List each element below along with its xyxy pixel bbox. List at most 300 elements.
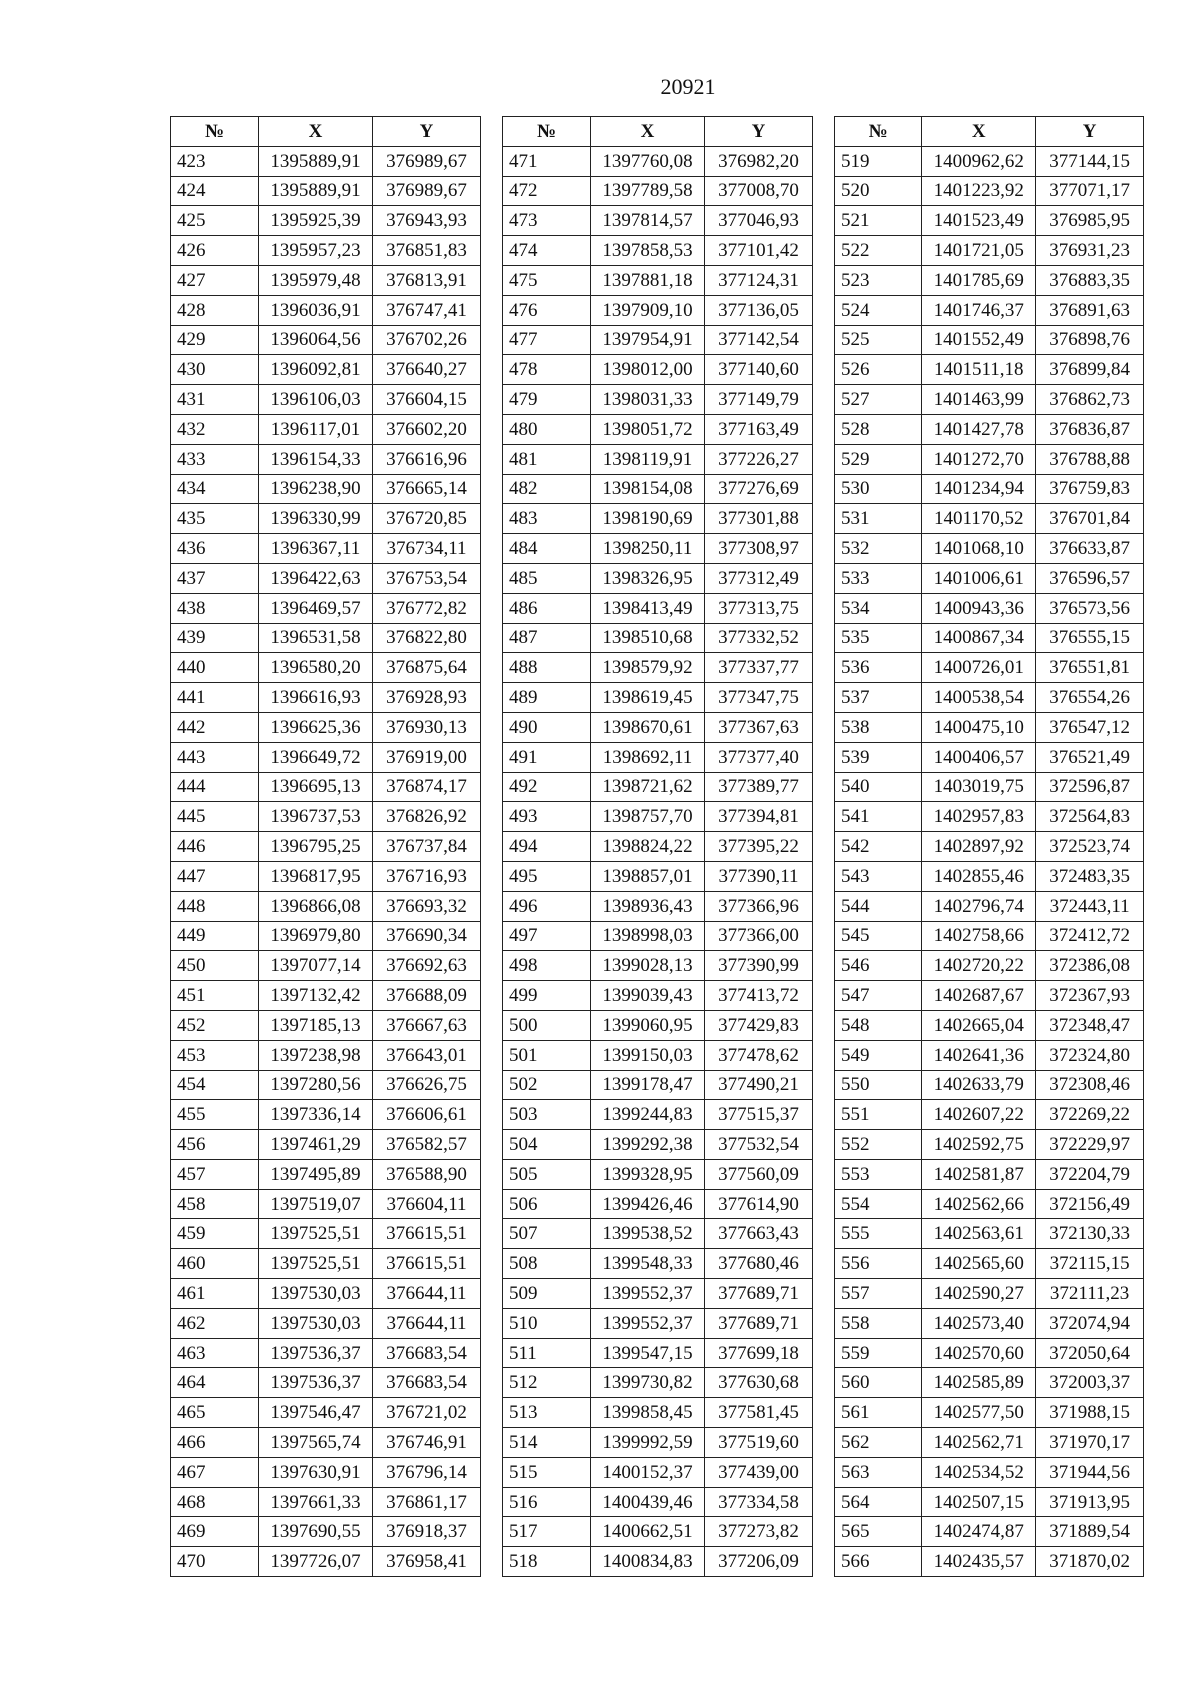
cell-number: 519 <box>835 146 922 176</box>
cell-y: 376826,92 <box>373 802 481 832</box>
cell-x: 1397461,29 <box>259 1130 373 1160</box>
cell-x: 1401552,49 <box>922 325 1036 355</box>
cell-y: 377334,58 <box>705 1487 813 1517</box>
cell-number: 468 <box>171 1487 259 1517</box>
table-row <box>503 563 813 593</box>
cell-number: 478 <box>503 355 591 385</box>
cell-x: 1401006,61 <box>922 563 1036 593</box>
table-row <box>835 1070 1144 1100</box>
cell-number: 537 <box>835 683 922 713</box>
cell-y: 377478,62 <box>705 1040 813 1070</box>
cell-y: 377313,75 <box>705 593 813 623</box>
cell-x: 1398936,43 <box>591 891 705 921</box>
cell-x: 1397525,51 <box>259 1219 373 1249</box>
cell-x: 1402562,66 <box>922 1189 1036 1219</box>
table-row <box>171 802 481 832</box>
header-number: № <box>171 117 259 147</box>
cell-x: 1400538,54 <box>922 683 1036 713</box>
table-row <box>835 951 1144 981</box>
cell-y: 376898,76 <box>1036 325 1144 355</box>
cell-x: 1402435,57 <box>922 1547 1036 1577</box>
table-row <box>835 1249 1144 1279</box>
cell-x: 1397336,14 <box>259 1100 373 1130</box>
cell-x: 1397881,18 <box>591 265 705 295</box>
cell-x: 1401234,94 <box>922 474 1036 504</box>
cell-y: 376554,26 <box>1036 683 1144 713</box>
cell-x: 1398670,61 <box>591 712 705 742</box>
cell-number: 529 <box>835 444 922 474</box>
table-row <box>835 742 1144 772</box>
cell-x: 1399060,95 <box>591 1010 705 1040</box>
table-row <box>503 325 813 355</box>
cell-x: 1399552,37 <box>591 1308 705 1338</box>
cell-y: 372074,94 <box>1036 1308 1144 1338</box>
cell-x: 1399328,95 <box>591 1159 705 1189</box>
cell-number: 547 <box>835 981 922 1011</box>
cell-number: 423 <box>171 146 259 176</box>
table-row <box>835 1308 1144 1338</box>
cell-x: 1402585,89 <box>922 1368 1036 1398</box>
cell-y: 372115,15 <box>1036 1249 1144 1279</box>
cell-x: 1402855,46 <box>922 861 1036 891</box>
cell-y: 377389,77 <box>705 772 813 802</box>
cell-number: 477 <box>503 325 591 355</box>
table-row <box>171 861 481 891</box>
cell-number: 452 <box>171 1010 259 1040</box>
table-row <box>835 772 1144 802</box>
cell-number: 446 <box>171 832 259 862</box>
cell-number: 496 <box>503 891 591 921</box>
cell-y: 372348,47 <box>1036 1010 1144 1040</box>
table-row <box>835 534 1144 564</box>
cell-number: 467 <box>171 1457 259 1487</box>
cell-x: 1398721,62 <box>591 772 705 802</box>
cell-number: 506 <box>503 1189 591 1219</box>
coordinate-table-3 <box>834 116 1144 1577</box>
cell-y: 377140,60 <box>705 355 813 385</box>
table-row <box>503 1457 813 1487</box>
cell-number: 440 <box>171 653 259 683</box>
table-row <box>503 593 813 623</box>
table-row <box>835 1010 1144 1040</box>
table-row <box>835 1159 1144 1189</box>
cell-number: 448 <box>171 891 259 921</box>
cell-number: 564 <box>835 1487 922 1517</box>
table-row <box>835 1368 1144 1398</box>
cell-number: 494 <box>503 832 591 862</box>
cell-y: 376930,13 <box>373 712 481 742</box>
table-row <box>835 385 1144 415</box>
cell-x: 1400834,83 <box>591 1547 705 1577</box>
cell-x: 1402796,74 <box>922 891 1036 921</box>
cell-number: 540 <box>835 772 922 802</box>
cell-number: 442 <box>171 712 259 742</box>
cell-number: 457 <box>171 1159 259 1189</box>
table-row <box>171 921 481 951</box>
table-row <box>171 1100 481 1130</box>
cell-number: 466 <box>171 1428 259 1458</box>
cell-y: 376720,85 <box>373 504 481 534</box>
table-row <box>503 206 813 236</box>
cell-y: 377519,60 <box>705 1428 813 1458</box>
cell-x: 1397495,89 <box>259 1159 373 1189</box>
table-row <box>503 176 813 206</box>
table-row <box>503 683 813 713</box>
cell-y: 376547,12 <box>1036 712 1144 742</box>
cell-y: 377429,83 <box>705 1010 813 1040</box>
cell-y: 376667,63 <box>373 1010 481 1040</box>
table-row <box>835 802 1144 832</box>
table-row <box>503 355 813 385</box>
table-row <box>503 832 813 862</box>
table-row <box>503 742 813 772</box>
cell-y: 376683,54 <box>373 1368 481 1398</box>
table-row <box>835 981 1144 1011</box>
table-row <box>171 1487 481 1517</box>
cell-number: 553 <box>835 1159 922 1189</box>
cell-y: 377142,54 <box>705 325 813 355</box>
cell-number: 483 <box>503 504 591 534</box>
cell-number: 439 <box>171 623 259 653</box>
table-row <box>835 563 1144 593</box>
cell-y: 377680,46 <box>705 1249 813 1279</box>
table-row <box>171 1517 481 1547</box>
cell-y: 376851,83 <box>373 236 481 266</box>
cell-x: 1399552,37 <box>591 1279 705 1309</box>
cell-x: 1399244,83 <box>591 1100 705 1130</box>
cell-y: 376643,01 <box>373 1040 481 1070</box>
cell-number: 470 <box>171 1547 259 1577</box>
table-row <box>171 444 481 474</box>
table-row <box>171 325 481 355</box>
cell-x: 1402581,87 <box>922 1159 1036 1189</box>
cell-number: 490 <box>503 712 591 742</box>
cell-y: 377206,09 <box>705 1547 813 1577</box>
cell-x: 1397077,14 <box>259 951 373 981</box>
cell-x: 1399292,38 <box>591 1130 705 1160</box>
table-row <box>503 1428 813 1458</box>
cell-x: 1402720,22 <box>922 951 1036 981</box>
table-row <box>503 474 813 504</box>
cell-y: 377439,00 <box>705 1457 813 1487</box>
cell-x: 1398510,68 <box>591 623 705 653</box>
table-row <box>503 385 813 415</box>
cell-number: 507 <box>503 1219 591 1249</box>
cell-x: 1396649,72 <box>259 742 373 772</box>
table-row <box>171 563 481 593</box>
cell-number: 549 <box>835 1040 922 1070</box>
cell-x: 1396866,08 <box>259 891 373 921</box>
cell-y: 376690,34 <box>373 921 481 951</box>
cell-x: 1402570,60 <box>922 1338 1036 1368</box>
cell-y: 371889,54 <box>1036 1517 1144 1547</box>
cell-number: 469 <box>171 1517 259 1547</box>
cell-x: 1397858,53 <box>591 236 705 266</box>
cell-x: 1397789,58 <box>591 176 705 206</box>
cell-x: 1396469,57 <box>259 593 373 623</box>
header-number: № <box>503 117 591 147</box>
table-row <box>835 593 1144 623</box>
cell-x: 1397661,33 <box>259 1487 373 1517</box>
cell-number: 515 <box>503 1457 591 1487</box>
table-row <box>835 891 1144 921</box>
table-row <box>503 1517 813 1547</box>
cell-y: 376573,56 <box>1036 593 1144 623</box>
cell-y: 376861,17 <box>373 1487 481 1517</box>
cell-y: 376665,14 <box>373 474 481 504</box>
cell-number: 524 <box>835 295 922 325</box>
table-row <box>171 593 481 623</box>
cell-number: 521 <box>835 206 922 236</box>
cell-number: 514 <box>503 1428 591 1458</box>
cell-number: 511 <box>503 1338 591 1368</box>
table-row <box>835 1040 1144 1070</box>
cell-y: 376606,61 <box>373 1100 481 1130</box>
table-row <box>503 1219 813 1249</box>
table-row <box>171 265 481 295</box>
cell-y: 376822,80 <box>373 623 481 653</box>
cell-number: 445 <box>171 802 259 832</box>
table-header-row <box>503 117 813 147</box>
table-header-row <box>835 117 1144 147</box>
cell-y: 377515,37 <box>705 1100 813 1130</box>
cell-number: 434 <box>171 474 259 504</box>
cell-y: 377276,69 <box>705 474 813 504</box>
cell-y: 376615,51 <box>373 1249 481 1279</box>
cell-y: 376633,87 <box>1036 534 1144 564</box>
table-row <box>503 891 813 921</box>
table-row <box>171 1457 481 1487</box>
cell-x: 1397565,74 <box>259 1428 373 1458</box>
cell-x: 1396737,53 <box>259 802 373 832</box>
cell-y: 372443,11 <box>1036 891 1144 921</box>
table-row <box>171 146 481 176</box>
cell-y: 372050,64 <box>1036 1338 1144 1368</box>
cell-y: 371913,95 <box>1036 1487 1144 1517</box>
cell-x: 1399730,82 <box>591 1368 705 1398</box>
cell-number: 560 <box>835 1368 922 1398</box>
cell-x: 1400475,10 <box>922 712 1036 742</box>
table-row <box>503 295 813 325</box>
cell-number: 518 <box>503 1547 591 1577</box>
table-row <box>503 653 813 683</box>
cell-x: 1402590,27 <box>922 1279 1036 1309</box>
cell-number: 527 <box>835 385 922 415</box>
cell-y: 377008,70 <box>705 176 813 206</box>
cell-x: 1402758,66 <box>922 921 1036 951</box>
cell-y: 377163,49 <box>705 414 813 444</box>
cell-y: 377699,18 <box>705 1338 813 1368</box>
cell-x: 1396625,36 <box>259 712 373 742</box>
cell-number: 504 <box>503 1130 591 1160</box>
header-x: X <box>591 117 705 147</box>
cell-number: 443 <box>171 742 259 772</box>
table-row <box>503 1100 813 1130</box>
cell-number: 432 <box>171 414 259 444</box>
cell-x: 1398119,91 <box>591 444 705 474</box>
cell-x: 1398998,03 <box>591 921 705 951</box>
cell-x: 1398031,33 <box>591 385 705 415</box>
cell-x: 1402563,61 <box>922 1219 1036 1249</box>
table-row <box>503 414 813 444</box>
cell-y: 372111,23 <box>1036 1279 1144 1309</box>
cell-x: 1401170,52 <box>922 504 1036 534</box>
cell-y: 376693,32 <box>373 891 481 921</box>
table-row <box>503 1159 813 1189</box>
cell-y: 377532,54 <box>705 1130 813 1160</box>
cell-number: 562 <box>835 1428 922 1458</box>
cell-y: 377630,68 <box>705 1368 813 1398</box>
cell-x: 1399039,43 <box>591 981 705 1011</box>
cell-x: 1397132,42 <box>259 981 373 1011</box>
cell-y: 376796,14 <box>373 1457 481 1487</box>
cell-y: 376989,67 <box>373 176 481 206</box>
cell-x: 1397530,03 <box>259 1279 373 1309</box>
cell-x: 1399547,15 <box>591 1338 705 1368</box>
cell-number: 475 <box>503 265 591 295</box>
cell-y: 371944,56 <box>1036 1457 1144 1487</box>
cell-y: 376701,84 <box>1036 504 1144 534</box>
cell-x: 1402687,67 <box>922 981 1036 1011</box>
cell-number: 464 <box>171 1368 259 1398</box>
cell-number: 503 <box>503 1100 591 1130</box>
table-row <box>835 1547 1144 1577</box>
table-row <box>503 1040 813 1070</box>
table-row <box>503 1279 813 1309</box>
cell-y: 377395,22 <box>705 832 813 862</box>
table-row <box>503 236 813 266</box>
table-row <box>171 504 481 534</box>
cell-y: 377663,43 <box>705 1219 813 1249</box>
cell-y: 376596,57 <box>1036 563 1144 593</box>
cell-y: 377560,09 <box>705 1159 813 1189</box>
cell-y: 377689,71 <box>705 1308 813 1338</box>
cell-number: 430 <box>171 355 259 385</box>
cell-y: 377394,81 <box>705 802 813 832</box>
cell-number: 487 <box>503 623 591 653</box>
cell-number: 431 <box>171 385 259 415</box>
cell-number: 433 <box>171 444 259 474</box>
cell-number: 499 <box>503 981 591 1011</box>
cell-number: 543 <box>835 861 922 891</box>
cell-number: 435 <box>171 504 259 534</box>
table-row <box>171 474 481 504</box>
cell-x: 1397690,55 <box>259 1517 373 1547</box>
cell-number: 561 <box>835 1398 922 1428</box>
cell-x: 1400726,01 <box>922 653 1036 683</box>
cell-x: 1401523,49 <box>922 206 1036 236</box>
table-row <box>503 1249 813 1279</box>
cell-number: 559 <box>835 1338 922 1368</box>
cell-number: 534 <box>835 593 922 623</box>
cell-y: 377581,45 <box>705 1398 813 1428</box>
cell-number: 450 <box>171 951 259 981</box>
cell-x: 1396330,99 <box>259 504 373 534</box>
cell-y: 376604,15 <box>373 385 481 415</box>
cell-number: 565 <box>835 1517 922 1547</box>
cell-number: 526 <box>835 355 922 385</box>
table-row <box>503 1189 813 1219</box>
cell-number: 458 <box>171 1189 259 1219</box>
table-row <box>835 832 1144 862</box>
cell-x: 1399992,59 <box>591 1428 705 1458</box>
cell-y: 376616,96 <box>373 444 481 474</box>
table-row <box>171 1040 481 1070</box>
cell-y: 376931,23 <box>1036 236 1144 266</box>
table-row <box>171 891 481 921</box>
cell-y: 376989,67 <box>373 146 481 176</box>
cell-y: 376640,27 <box>373 355 481 385</box>
cell-number: 425 <box>171 206 259 236</box>
cell-x: 1401068,10 <box>922 534 1036 564</box>
table-row <box>503 1368 813 1398</box>
cell-x: 1397530,03 <box>259 1308 373 1338</box>
cell-y: 376943,93 <box>373 206 481 236</box>
cell-y: 377367,63 <box>705 712 813 742</box>
cell-y: 377301,88 <box>705 504 813 534</box>
cell-number: 428 <box>171 295 259 325</box>
cell-number: 482 <box>503 474 591 504</box>
cell-x: 1398619,45 <box>591 683 705 713</box>
cell-number: 516 <box>503 1487 591 1517</box>
cell-x: 1401721,05 <box>922 236 1036 266</box>
cell-x: 1398692,11 <box>591 742 705 772</box>
cell-number: 525 <box>835 325 922 355</box>
cell-x: 1399426,46 <box>591 1189 705 1219</box>
cell-y: 377366,00 <box>705 921 813 951</box>
cell-x: 1402507,15 <box>922 1487 1036 1517</box>
cell-y: 372412,72 <box>1036 921 1144 951</box>
cell-y: 377377,40 <box>705 742 813 772</box>
cell-number: 463 <box>171 1338 259 1368</box>
table-row <box>503 951 813 981</box>
cell-x: 1396531,58 <box>259 623 373 653</box>
cell-x: 1399178,47 <box>591 1070 705 1100</box>
table-row <box>835 474 1144 504</box>
cell-number: 532 <box>835 534 922 564</box>
cell-y: 376891,63 <box>1036 295 1144 325</box>
cell-x: 1397536,37 <box>259 1338 373 1368</box>
cell-number: 486 <box>503 593 591 623</box>
cell-x: 1396036,91 <box>259 295 373 325</box>
cell-x: 1399150,03 <box>591 1040 705 1070</box>
cell-x: 1396422,63 <box>259 563 373 593</box>
cell-y: 372204,79 <box>1036 1159 1144 1189</box>
cell-y: 377413,72 <box>705 981 813 1011</box>
cell-y: 372324,80 <box>1036 1040 1144 1070</box>
cell-y: 372483,35 <box>1036 861 1144 891</box>
cell-y: 376588,90 <box>373 1159 481 1189</box>
table-row <box>835 206 1144 236</box>
table-row <box>503 1070 813 1100</box>
table-row <box>835 325 1144 355</box>
cell-y: 376716,93 <box>373 861 481 891</box>
cell-y: 376919,00 <box>373 742 481 772</box>
cell-x: 1398757,70 <box>591 802 705 832</box>
cell-x: 1396092,81 <box>259 355 373 385</box>
cell-x: 1397909,10 <box>591 295 705 325</box>
cell-x: 1397525,51 <box>259 1249 373 1279</box>
cell-y: 376772,82 <box>373 593 481 623</box>
cell-y: 376602,20 <box>373 414 481 444</box>
table-row <box>171 176 481 206</box>
cell-number: 455 <box>171 1100 259 1130</box>
cell-number: 510 <box>503 1308 591 1338</box>
cell-y: 377071,17 <box>1036 176 1144 206</box>
header-x: X <box>259 117 373 147</box>
cell-x: 1397954,91 <box>591 325 705 355</box>
cell-number: 449 <box>171 921 259 951</box>
